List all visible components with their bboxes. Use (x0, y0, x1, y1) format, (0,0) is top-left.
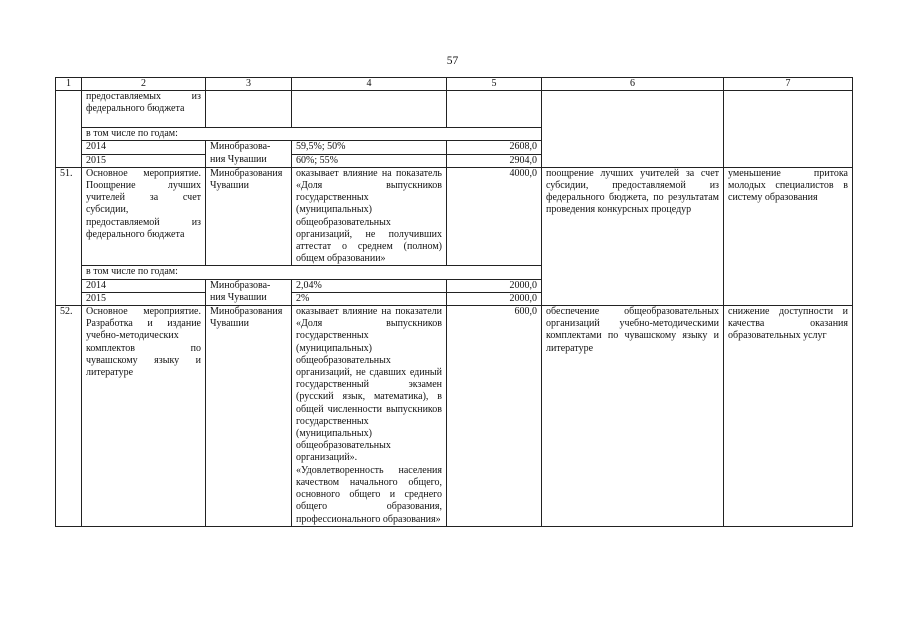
row-number-cell (56, 91, 82, 168)
col-header-3: 3 (206, 78, 292, 91)
by-years-label: в том числе по годам: (82, 266, 542, 279)
result-cell (542, 91, 724, 168)
indicator-value: 59,5%; 50% (292, 141, 447, 154)
amount-value: 2000,0 (447, 292, 542, 305)
amount-cell: 4000,0 (447, 167, 542, 266)
result-cell: обеспечение общеобразовательных организаций учебно-методическими комплектами по чувашскому языку и литературе (542, 306, 724, 527)
risk-cell: снижение доступности и качества оказания образовательных услуг (724, 306, 853, 527)
measure-description: Основное мероприятие. Поощрение лучших учителей за счет субсидии, предоставляемой из федерального бюджета (82, 167, 206, 266)
table-row (56, 91, 853, 128)
by-years-label: в том числе по годам: (82, 128, 542, 141)
amount-cell: 600,0 (447, 306, 542, 527)
measures-table (55, 77, 853, 527)
executor-cell: ния Чувашии (206, 154, 292, 167)
col-header-4: 4 (292, 78, 447, 91)
measure-description: предоставляемых из федерального бюджета (82, 91, 206, 128)
indicator-cell: оказывает влияние на показатель «Доля выпускников государственных (муниципальных) общеобразовательных организаций, не получивших аттестат о среднем (полном) общем образовании» (292, 167, 447, 266)
year-cell: 2014 (82, 141, 206, 154)
year-cell: 2015 (82, 292, 206, 305)
col-header-6: 6 (542, 78, 724, 91)
col-header-5: 5 (447, 78, 542, 91)
risk-cell: уменьшение притока молодых специалистов в систему образования (724, 167, 853, 305)
table-row (56, 306, 853, 527)
indicator-value: 2% (292, 292, 447, 305)
indicator-cell (292, 91, 447, 128)
executor-cell: Минобразова- (206, 141, 292, 154)
executor-cell: Минобразования Чувашии (206, 167, 292, 266)
indicator-cell: оказывает влияние на показатели «Доля выпускников государственных (муниципальных) общеобразовательных организаций, не сдавших единый государственный экзамен (русский язык, математика), в общей численности выпускников государственных (муниципальных) общеобразовательных организаций». «Удовлетворенность населения качеством начального общего, основного общего и среднего общего образования, профессионального образования» (292, 306, 447, 527)
table-row (56, 167, 853, 266)
row-number-cell: 51. (56, 167, 82, 305)
row-number-cell: 52. (56, 306, 82, 527)
amount-cell (447, 91, 542, 128)
header-row (56, 78, 853, 91)
executor-cell (206, 91, 292, 128)
executor-cell: ния Чувашии (206, 292, 292, 305)
year-cell: 2014 (82, 279, 206, 292)
result-cell: поощрение лучших учителей за счет субсидии, предоставляемой из федерального бюджета, по результатам проведения конкурсных процедур (542, 167, 724, 305)
indicator-value: 60%; 55% (292, 154, 447, 167)
executor-cell: Минобразования Чувашии (206, 306, 292, 527)
col-header-2: 2 (82, 78, 206, 91)
risk-cell (724, 91, 853, 168)
measure-description: Основное мероприятие. Разработка и издание учебно-методических комплектов по чувашскому языку и литературе (82, 306, 206, 527)
indicator-value: 2,04% (292, 279, 447, 292)
year-cell: 2015 (82, 154, 206, 167)
amount-value: 2904,0 (447, 154, 542, 167)
executor-cell: Минобразова- (206, 279, 292, 292)
col-header-7: 7 (724, 78, 853, 91)
amount-value: 2000,0 (447, 279, 542, 292)
col-header-1: 1 (56, 78, 82, 91)
page-number: 57 (446, 55, 459, 67)
amount-value: 2608,0 (447, 141, 542, 154)
